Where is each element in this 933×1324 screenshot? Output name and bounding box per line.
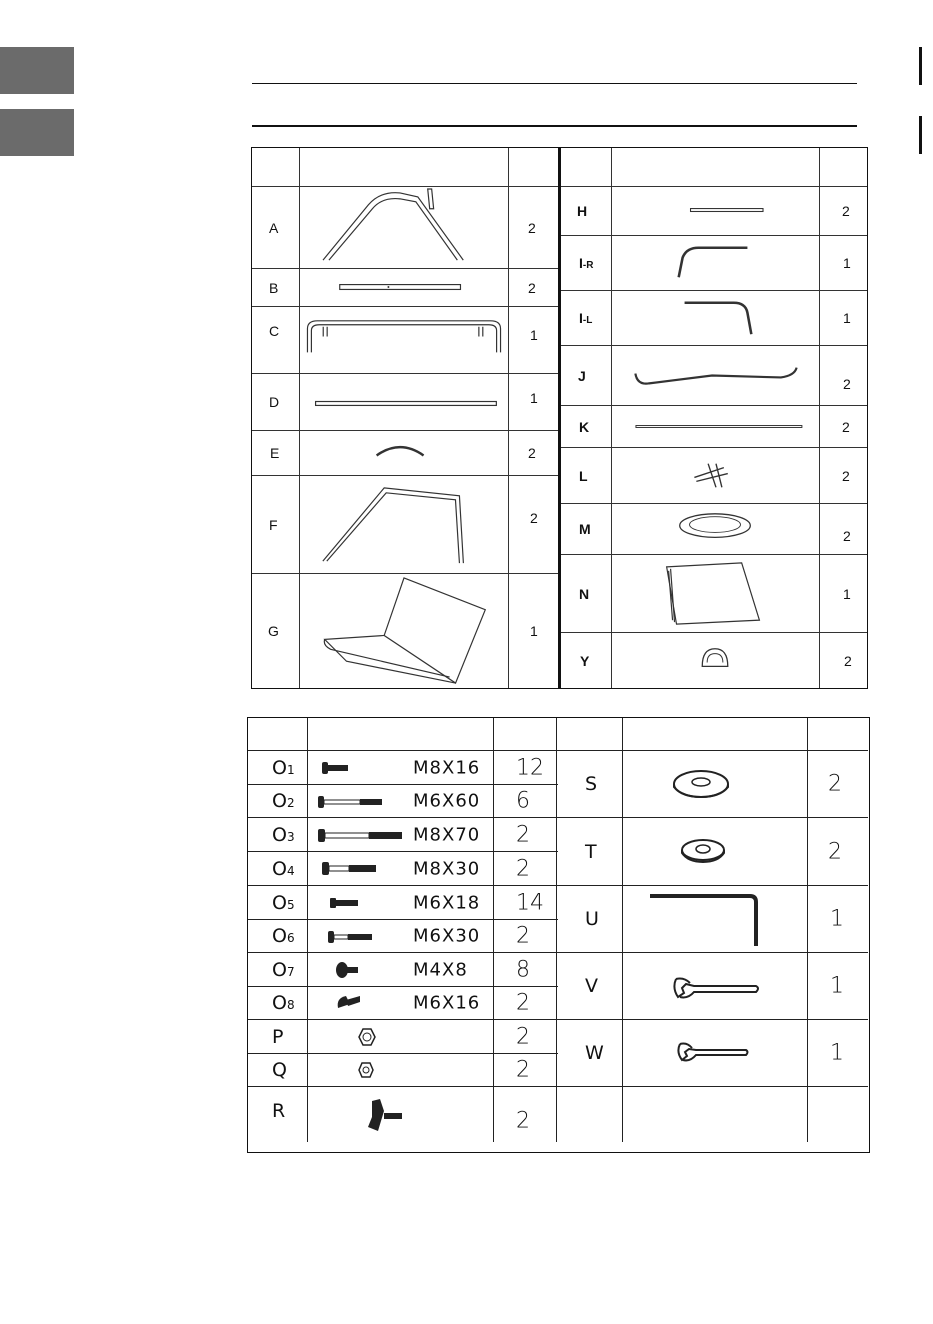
hardware-label: O8 (272, 992, 295, 1014)
hardware-row (558, 885, 868, 952)
hardware-label: T (585, 840, 597, 863)
bent-tube-right-icon (612, 236, 819, 290)
half-disc-icon (612, 633, 819, 688)
frame-a-icon (300, 187, 508, 268)
part-row (561, 554, 867, 632)
hardware-qty: 2 (828, 771, 842, 797)
hardware-label: O1 (272, 756, 295, 779)
part-qty: 2 (842, 203, 850, 219)
hardware-label: P (272, 1025, 284, 1048)
part-qty: 1 (843, 310, 851, 326)
long-bar-icon (300, 374, 508, 430)
rod-icon (612, 187, 819, 235)
parts-table (251, 147, 868, 689)
part-qty: 2 (530, 510, 538, 526)
part-label: Y (580, 652, 590, 669)
hardware-qty: 2 (516, 1024, 530, 1049)
hardware-row (248, 986, 558, 1019)
part-qty: 1 (530, 327, 538, 343)
hardware-row (248, 885, 558, 919)
bolt-icon (322, 762, 350, 774)
part-qty: 1 (530, 390, 538, 406)
thin-rod-icon (612, 406, 819, 447)
part-label: B (269, 279, 279, 296)
part-row (561, 290, 867, 345)
part-qty: 1 (843, 585, 851, 602)
part-row (561, 632, 867, 688)
screw-icon (336, 962, 360, 978)
part-row (252, 573, 558, 688)
part-row (561, 186, 867, 235)
hardware-label: S (585, 773, 598, 795)
part-label: I-R (579, 255, 594, 271)
hardware-row (248, 1053, 558, 1086)
part-row (561, 447, 867, 503)
hardware-qty: 2 (516, 822, 530, 847)
hardware-row (248, 1019, 558, 1053)
part-qty: 2 (843, 528, 851, 544)
hardware-label: R (272, 1100, 286, 1122)
bolt-icon (318, 829, 404, 842)
part-label: N (579, 585, 590, 602)
hardware-size: M8X16 (413, 757, 481, 778)
hardware-qty: 6 (516, 788, 530, 814)
part-label: H (577, 203, 588, 219)
hardware-qty: 8 (516, 957, 530, 982)
header-rule (252, 83, 857, 84)
hardware-label: O6 (272, 925, 295, 947)
hardware-qty: 12 (516, 755, 544, 780)
hardware-qty: 14 (516, 890, 544, 915)
hardware-row (248, 784, 558, 817)
hardware-row (248, 919, 558, 952)
hardware-row (558, 817, 868, 885)
hardware-label: O2 (272, 790, 295, 812)
hardware-label: O3 (272, 823, 295, 846)
part-row (561, 503, 867, 554)
header-rule (252, 125, 857, 127)
short-bar-icon (300, 269, 508, 306)
hardware-qty: 2 (516, 990, 530, 1016)
hardware-qty: 1 (830, 1040, 844, 1066)
part-label: C (269, 323, 280, 339)
part-qty: 1 (530, 623, 538, 639)
nut-icon (358, 1028, 376, 1046)
frame-c-icon (300, 307, 508, 373)
hardware-label: O4 (272, 857, 295, 880)
hardware-qty: 2 (516, 923, 530, 949)
part-label: E (270, 445, 280, 461)
curved-bar-icon (612, 346, 819, 405)
hardware-row (248, 851, 558, 885)
part-row (252, 373, 558, 430)
hardware-size: M8X30 (413, 858, 481, 879)
hardware-row (248, 1086, 558, 1142)
hardware-qty: 2 (516, 856, 530, 881)
hardware-size: M6X60 (413, 790, 481, 812)
part-label: I-L (579, 310, 593, 326)
hardware-label: O7 (272, 958, 295, 981)
part-row (561, 345, 867, 405)
hardware-row (558, 952, 868, 1019)
hardware-qty: 2 (516, 1057, 530, 1083)
hardware-size: M6X30 (413, 925, 481, 947)
canopy-icon (612, 555, 819, 632)
bracket-icon (612, 448, 819, 503)
hardware-qty: 1 (830, 906, 844, 932)
part-row (252, 186, 558, 268)
bent-tube-left-icon (612, 291, 819, 345)
nut-icon (358, 1062, 374, 1078)
part-label: G (268, 623, 279, 639)
part-label: F (269, 516, 278, 533)
frame-f-icon (300, 476, 508, 573)
part-qty: 1 (843, 255, 851, 271)
hardware-size: M4X8 (413, 959, 468, 980)
hardware-table (247, 717, 870, 1153)
hardware-label: Q (272, 1059, 287, 1081)
section-tab (0, 47, 74, 94)
part-row (561, 405, 867, 447)
part-row (252, 430, 558, 475)
wrench-icon (672, 975, 762, 1001)
part-label: L (579, 467, 588, 484)
hardware-size: M8X70 (413, 824, 481, 845)
part-label: A (269, 219, 279, 236)
hardware-row-empty (558, 1086, 868, 1142)
edge-mark (919, 47, 922, 85)
allen-key-icon (650, 892, 762, 948)
part-qty: 2 (528, 219, 536, 236)
header-row (561, 148, 867, 186)
edge-mark (919, 116, 922, 154)
hardware-label: W (585, 1042, 604, 1064)
part-row (252, 306, 558, 373)
knob-bolt-icon (366, 1097, 406, 1133)
bolt-icon (318, 796, 384, 808)
hardware-qty: 2 (516, 1108, 530, 1134)
header-row (252, 148, 558, 186)
hardware-label: V (585, 975, 598, 997)
part-row (252, 268, 558, 306)
hardware-size: M6X18 (413, 892, 481, 913)
header-row (248, 718, 868, 750)
hardware-size: M6X16 (413, 992, 481, 1014)
part-row (252, 475, 558, 573)
wrench-icon (676, 1040, 750, 1064)
part-qty: 2 (842, 418, 850, 435)
part-label: M (579, 521, 591, 537)
bolt-icon (330, 898, 360, 908)
hardware-qty: 2 (828, 839, 842, 864)
part-qty: 2 (843, 376, 851, 392)
bolt-icon (322, 862, 378, 875)
hardware-row (558, 1019, 868, 1086)
plate-icon (612, 504, 819, 554)
washer-large-icon (672, 769, 730, 799)
part-label: J (578, 367, 586, 384)
seat-icon (300, 574, 508, 688)
hardware-row (248, 750, 558, 784)
part-row (561, 235, 867, 290)
bolt-icon (328, 931, 374, 943)
part-label: D (269, 394, 280, 410)
arc-icon (300, 431, 508, 475)
washer-icon (680, 838, 726, 864)
part-qty: 2 (528, 279, 536, 296)
part-qty: 2 (842, 467, 850, 484)
hardware-row (558, 750, 868, 817)
hardware-row (248, 817, 558, 851)
hardware-label: O5 (272, 891, 295, 914)
section-tab (0, 109, 74, 156)
part-label: K (579, 418, 590, 435)
hardware-row (248, 952, 558, 986)
screw-icon (336, 994, 362, 1014)
part-qty: 2 (528, 445, 536, 461)
part-qty: 2 (844, 652, 852, 669)
hardware-qty: 1 (830, 973, 844, 999)
hardware-label: U (585, 908, 599, 930)
